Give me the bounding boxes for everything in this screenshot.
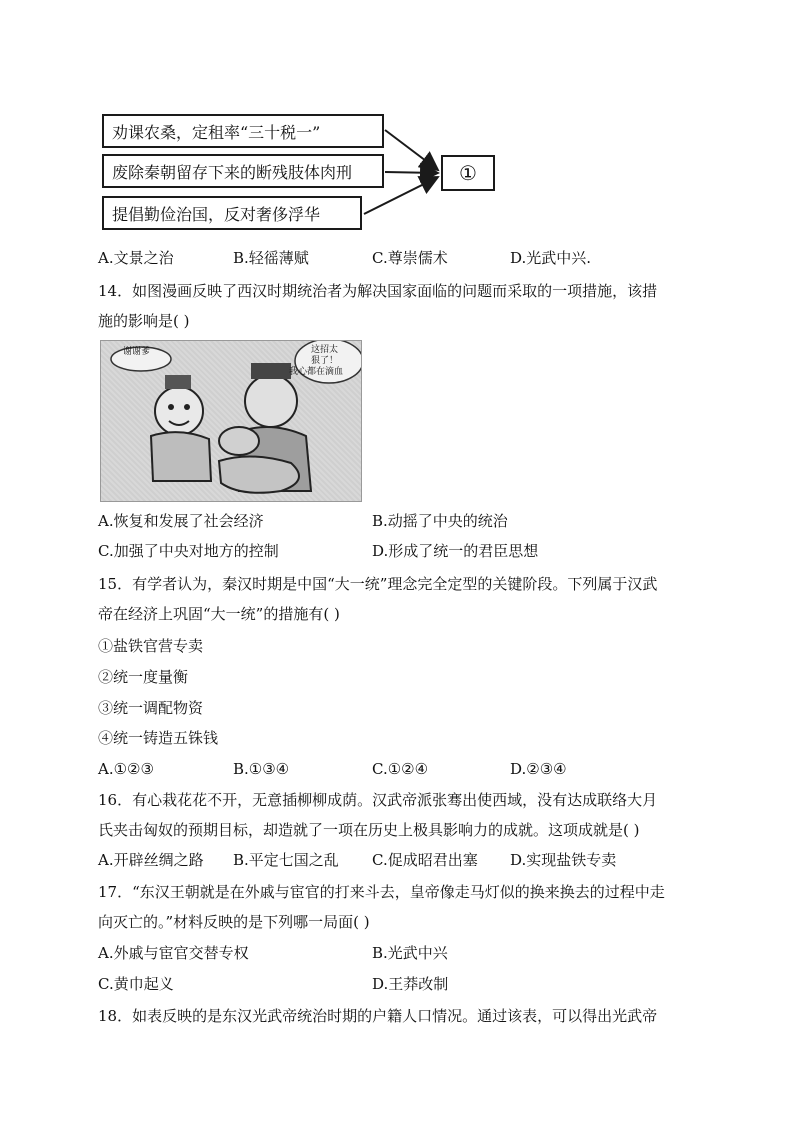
q15-item-4: ④统一铸造五铢钱	[98, 729, 219, 747]
q14-stem-line2: 施的影响是( )	[98, 312, 190, 330]
q15-item-1: ①盐铁官营专卖	[98, 637, 204, 655]
q17-option-d: D.王莽改制	[372, 975, 449, 993]
q15-option-c: C.①②④	[372, 760, 429, 778]
diagram-box-3: 提倡勤俭治国，反对奢侈浮华	[102, 196, 362, 230]
q13-option-b: B.轻徭薄赋	[233, 249, 309, 267]
q14-option-d: D.形成了统一的君臣思想	[372, 542, 539, 560]
diagram-arrows	[0, 0, 794, 260]
q17-option-b: B.光武中兴	[372, 944, 448, 962]
q17-option-a: A.外戚与宦官交替专权	[98, 944, 249, 962]
q16-option-d: D.实现盐铁专卖	[510, 851, 617, 869]
q14-option-b: B.动摇了中央的统治	[372, 512, 508, 530]
q14-option-c: C.加强了中央对地方的控制	[98, 542, 279, 560]
cartoon-bubble-right-3: 我心都在滴血	[289, 367, 344, 377]
q15-option-d: D.②③④	[510, 760, 567, 778]
q16-stem-line2: 氏夹击匈奴的预期目标，却造就了一项在历史上极具影响力的成就。这项成就是( )	[98, 821, 640, 839]
q17-stem-line2: 向灭亡的。”材料反映的是下列哪一局面( )	[98, 913, 370, 931]
arrow-1	[385, 130, 438, 170]
q17-stem-line1: 17．“东汉王朝就是在外戚与宦官的打来斗去，皇帝像走马灯似的换来换去的过程中走	[98, 883, 665, 901]
cartoon-bubble-right-2: 狠了！	[311, 356, 339, 366]
q15-item-2: ②统一度量衡	[98, 668, 189, 686]
q17-option-c: C.黄巾起义	[98, 975, 174, 993]
cartoon-bubble-right-1: 这招太	[311, 345, 339, 355]
q16-stem-line1: 16．有心栽花花不开，无意插柳柳成荫。汉武帝派张骞出使西域，没有达成联络大月	[98, 791, 658, 809]
q13-option-a: A.文景之治	[98, 249, 174, 267]
q14-stem-line1: 14．如图漫画反映了西汉时期统治者为解决国家面临的问题而采取的一项措施，该措	[98, 282, 658, 300]
q14-cartoon-image	[100, 340, 362, 502]
q15-stem-line1: 15．有学者认为，秦汉时期是中国“大一统”理念完全定型的关键阶段。下列属于汉武	[98, 575, 658, 593]
q13-option-c: C.尊崇儒术	[372, 249, 448, 267]
q15-option-b: B.①③④	[233, 760, 290, 778]
arrow-3	[364, 177, 438, 214]
q14-option-a: A.恢复和发展了社会经济	[98, 512, 264, 530]
q16-option-b: B.平定七国之乱	[233, 851, 339, 869]
q18-stem-line1: 18．如表反映的是东汉光武帝统治时期的户籍人口情况。通过该表，可以得出光武帝	[98, 1007, 658, 1025]
arrow-2	[385, 172, 438, 173]
q15-option-a: A.①②③	[98, 760, 154, 778]
diagram-box-2: 废除秦朝留存下来的断残肢体肉刑	[102, 154, 384, 188]
diagram-box-1: 劝课农桑，定租率“三十税一”	[102, 114, 384, 148]
diagram-result-box: ①	[441, 155, 495, 191]
q13-option-d: D.光武中兴.	[510, 249, 592, 267]
q15-stem-line2: 帝在经济上巩固“大一统”的措施有( )	[98, 605, 340, 623]
q15-item-3: ③统一调配物资	[98, 699, 204, 717]
q16-option-c: C.促成昭君出塞	[372, 851, 478, 869]
cartoon-bubble-left: 谢谢爹	[123, 347, 151, 357]
q16-option-a: A.开辟丝绸之路	[98, 851, 204, 869]
